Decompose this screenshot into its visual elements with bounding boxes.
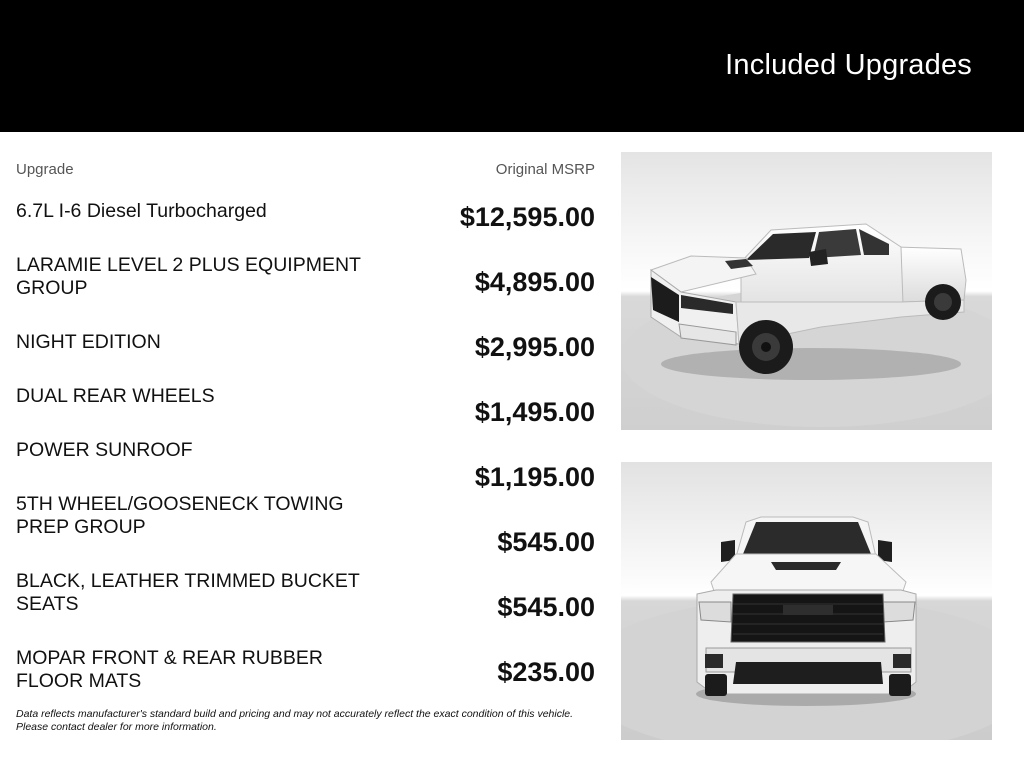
upgrade-name: MOPAR FRONT & REAR RUBBER FLOOR MATS: [16, 647, 323, 692]
upgrade-price: $4,895.00: [474, 267, 595, 297]
upgrade-name: POWER SUNROOF: [16, 439, 193, 461]
disclaimer-line: Please contact dealer for more information.: [16, 720, 217, 733]
upgrade-price: $545.00: [497, 592, 595, 622]
disclaimer-line: Data reflects manufacturer's standard build and pricing and may not accurately reflect the exact condition of this vehicle.: [16, 708, 574, 720]
upgrade-price: $1,195.00: [474, 462, 595, 492]
page-header: [0, 0, 1024, 132]
upgrade-price: $1,495.00: [474, 397, 595, 427]
disclaimer: [16, 708, 606, 733]
upgrade-name: 6.7L I-6 Diesel Turbocharged: [16, 200, 267, 222]
upgrade-price: $545.00: [497, 527, 595, 557]
upgrade-name: NIGHT EDITION: [16, 331, 161, 353]
upgrade-price: $12,595.00: [459, 202, 595, 232]
price-list: [375, 198, 595, 691]
upgrade-price: $2,995.00: [474, 332, 595, 362]
upgrade-name: 5TH WHEEL/GOOSENECK TOWING PREP GROUP: [16, 493, 344, 538]
upgrade-column-header: Upgrade: [16, 161, 74, 178]
truck-side-photo: [621, 152, 992, 430]
upgrade-name: BLACK, LEATHER TRIMMED BUCKET SEATS: [16, 570, 360, 615]
upgrade-name: LARAMIE LEVEL 2 PLUS EQUIPMENT GROUP: [16, 254, 361, 299]
msrp-column-header: Original MSRP: [495, 161, 595, 178]
truck-front-photo: [621, 462, 992, 740]
upgrade-price: $235.00: [497, 657, 595, 687]
upgrade-name: DUAL REAR WHEELS: [16, 385, 215, 407]
page-title: Included Upgrades: [725, 49, 972, 81]
